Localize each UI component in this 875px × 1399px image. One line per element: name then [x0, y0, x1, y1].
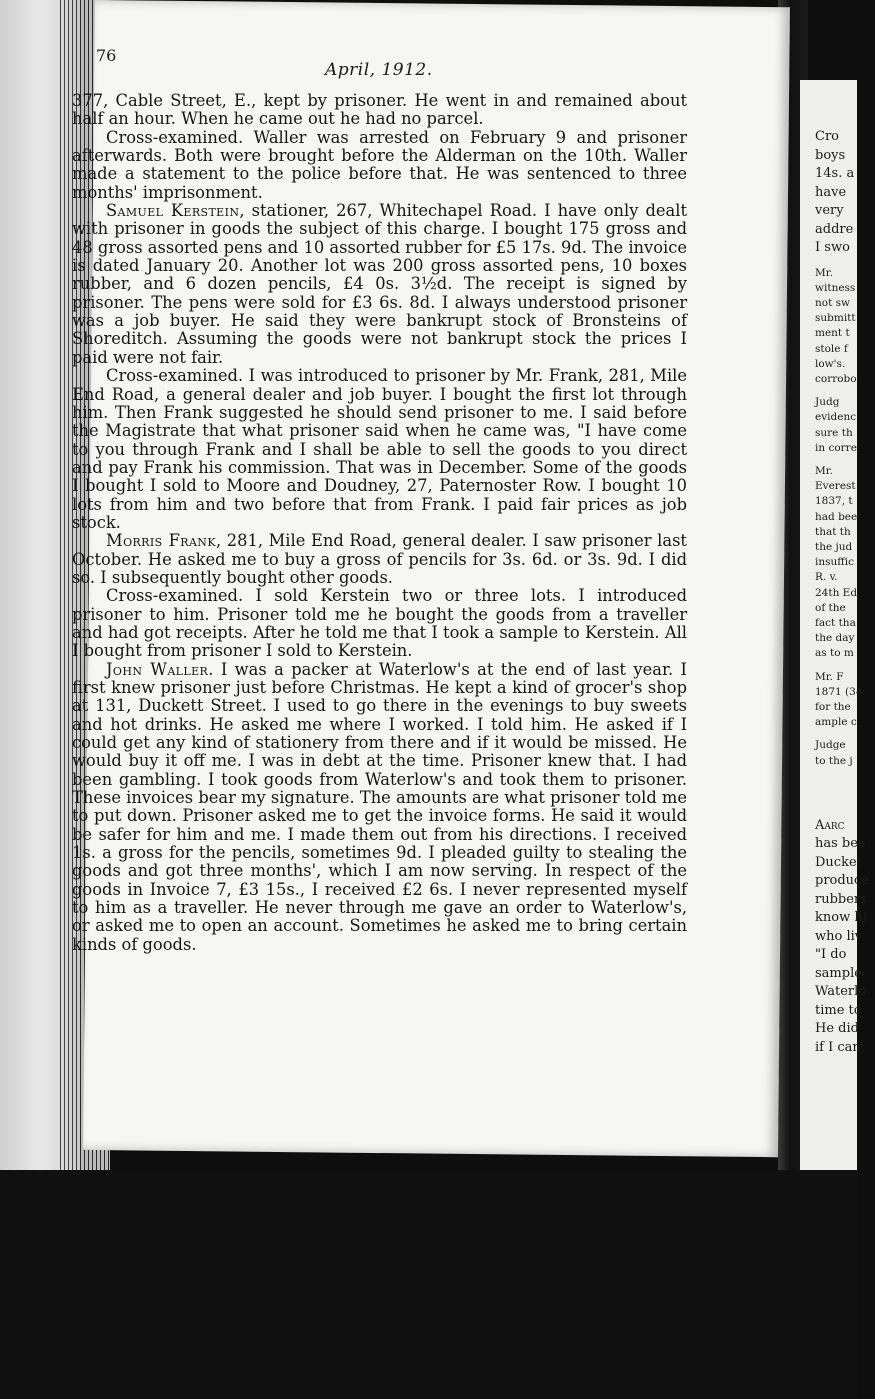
- facing-line: insuffic: [815, 556, 854, 569]
- facing-line: addre: [815, 221, 854, 237]
- facing-line: Mr.: [815, 464, 833, 477]
- facing-line: "I do: [815, 947, 847, 963]
- facing-line: 14s. a: [815, 166, 855, 181]
- paragraph: Cross-examined. I was introduced to prisoner by Mr. Frank, 281, Mile End Road, a general dealer and job buyer. I bought the first lot through him. Then Frank suggested he should send prisoner to me. I said before the Magistrate that what prisoner said when he came was, "I have come to you through Frank and I shall be able to sell the goods to you direct and pay Frank his commission. That was in December. Some of the goods I bought I sold to Moore and Doudney, 27, Paternoster Row. I bought 10 lots from him and two before that from Frank. I paid fair prices as job stock.: [72, 366, 687, 532]
- facing-line: not sw: [815, 296, 851, 309]
- facing-line: Waterlo: [815, 984, 867, 1000]
- paragraph-witness: [72, 532, 687, 587]
- facing-line: had bee: [815, 510, 858, 523]
- facing-line: fact tha: [815, 616, 856, 629]
- facing-line: I swo: [815, 240, 850, 255]
- facing-line: know hi: [815, 910, 867, 926]
- facing-line: 1871 (34: [815, 685, 863, 698]
- facing-line: ment t: [815, 327, 850, 340]
- facing-line: the day: [815, 632, 855, 645]
- facing-line: sure th: [815, 426, 853, 439]
- witness-name: John Waller: [106, 659, 209, 679]
- facing-line: the jud: [815, 540, 853, 553]
- facing-line: time to: [815, 1002, 862, 1018]
- facing-line: submitt: [815, 312, 856, 325]
- facing-line: have: [815, 184, 847, 200]
- facing-line: very: [815, 203, 844, 218]
- facing-line: that th: [815, 525, 851, 538]
- facing-line: witness: [815, 281, 856, 294]
- facing-line: Judge: [815, 739, 846, 752]
- witness-testimony: . I was a packer at Waterlow's at the end of last year. I first knew prisoner just before Christmas. He kept a kind of grocer's shop at 131, Duckett Street. I used to go there in the evenings to buy sweets and hot drinks. He asked me where I worked. I told him. He asked if I could get any kind of stationery from there and if it would be missed. He would buy it off me. I was in debt at the time. Prisoner knew that. I had been gambling. I took goods from Waterlow's and took them to prisoner. These invoices bear my signature. The amounts are what prisoner told me to put down. Prisoner asked me to get the invoice forms. He said it would be safer for him and me. I made them out from his directions. I received 1s. a gross for the pencils, sometimes 9d. I pleaded guilty to stealing the goods and got three months', which I am now serving. In respect of the goods in Invoice 7, £3 15s., I received £2 6s. I never represented myself to him as a traveller. He never through me gave an order to Waterlow's, or asked me to open an account. Sometimes he asked me to bring certain kinds of goods.: [72, 659, 688, 954]
- facing-line: sample.: [815, 965, 867, 981]
- page-body: [72, 92, 687, 954]
- paragraph-witness: [72, 202, 687, 367]
- facing-line: stole f: [815, 342, 848, 355]
- facing-line: Mr.: [815, 266, 833, 279]
- facing-line: rubbers: [815, 891, 867, 907]
- witness-testimony: , 281, Mile End Road, general dealer. I saw prisoner last October. He asked me to buy a gross of pencils for 3s. 6d. or 3s. 9d. I did so. I subsequently bought other goods.: [72, 531, 687, 587]
- facing-line: who liv: [815, 928, 863, 944]
- scan-bottom-background: [0, 1170, 857, 1399]
- facing-line: Mr. F: [815, 670, 844, 683]
- facing-line: as to m: [815, 647, 854, 660]
- facing-line: for the: [815, 700, 851, 713]
- facing-line: evidenc: [815, 411, 857, 424]
- facing-line: Ducket: [815, 854, 862, 870]
- paragraph-witness: [72, 661, 687, 955]
- facing-line: if I can: [815, 1039, 861, 1055]
- facing-line: He did: [815, 1021, 859, 1037]
- paragraph: Cross-examined. I sold Kerstein two or three lots. I introduced prisoner to him. Prisoner told me he bought the goods from a traveller and had got receipts. After he told me that I took a sample to Kerstein. All I bought from prisoner I sold to Kerstein.: [72, 586, 687, 661]
- witness-name: Samuel Kerstein: [106, 201, 240, 221]
- witness-name: Morris Frank: [106, 531, 216, 551]
- facing-line: has bee: [815, 836, 866, 852]
- facing-line: ample c: [815, 716, 857, 729]
- facing-page-text: [815, 128, 875, 1057]
- facing-line: low's.: [815, 357, 846, 370]
- facing-line: Aarc: [815, 817, 845, 833]
- witness-testimony: , stationer, 267, Whitechapel Road. I have only dealt with prisoner in goods the subject of this charge. I bought 175 gross and 48 gross assorted pens and 10 assorted rubber for £5 17s. 9d. The invoice is dated January 20. Another lot was 200 gross assorted pens, 10 boxes rubber, and 6 dozen pencils, £4 0s. 3½d. The receipt is signed by prisoner. The pens were sold for £3 6s. 8d. I always understood prisoner was a job buyer. He said they were bankrupt stock of Bronsteins of Shoreditch. Assuming the goods were not bankrupt stock the prices I paid were not fair.: [72, 201, 687, 367]
- facing-line: boys: [815, 147, 846, 163]
- facing-line: Everest: [815, 480, 856, 493]
- paragraph: 377, Cable Street, E., kept by prisoner. He went in and remained about half an hour. When he came out he had no parcel.: [72, 91, 687, 129]
- facing-line: Cro: [815, 129, 839, 144]
- facing-line: corrobo: [815, 372, 857, 385]
- facing-line: 1837, t: [815, 495, 853, 508]
- facing-line: to the j: [815, 754, 853, 767]
- page-number: 76: [96, 46, 117, 65]
- facing-line: 24th Ed: [815, 586, 858, 599]
- facing-line: R. v.: [815, 571, 838, 584]
- facing-line: of the: [815, 601, 846, 614]
- facing-line: produce: [815, 873, 870, 889]
- facing-line: in corre: [815, 441, 857, 454]
- facing-line: Judg: [815, 396, 840, 409]
- running-head: April, 1912.: [325, 60, 433, 80]
- paragraph: Cross-examined. Waller was arrested on February 9 and prisoner afterwards. Both were brought before the Alderman on the 10th. Waller made a statement to the police before that. He was sentenced to three months' imprisonment.: [72, 127, 687, 202]
